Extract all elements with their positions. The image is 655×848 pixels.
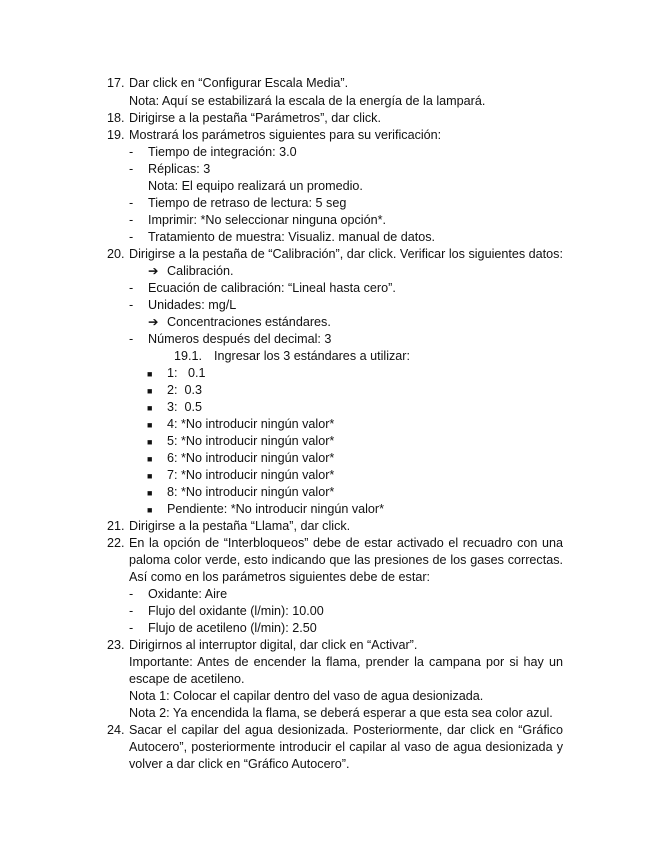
square-bullet-icon: ■ [147, 386, 153, 396]
item-number: 20. [107, 247, 125, 261]
item-number: 17. [107, 76, 125, 90]
dash-icon: - [129, 145, 134, 159]
arrow-right-icon: ➔ [148, 315, 159, 329]
square-bullet-icon: ■ [147, 488, 153, 498]
dash-icon: - [129, 332, 134, 346]
square-bullet-icon: ■ [147, 471, 153, 481]
item-text: Mostrará los parámetros siguientes para su verificación: [129, 128, 442, 142]
item-number: 22. [107, 536, 125, 550]
square-bullet-icon: ■ [147, 369, 153, 379]
item-number: 21. [107, 519, 125, 533]
square-bullet-icon: ■ [147, 403, 153, 413]
item-number: 18. [107, 111, 125, 125]
dash-icon: - [129, 604, 134, 618]
item-number: 23. [107, 638, 125, 652]
item-text: Dar click en “Configurar Escala Media”. [129, 76, 349, 90]
item-text: Dirigirse a la pestaña de “Calibración”, dar click. Verificar los siguientes datos: [129, 247, 563, 261]
dash-icon: - [129, 281, 134, 295]
dash-icon: - [129, 587, 134, 601]
item-number: 24. [107, 723, 125, 737]
square-bullet-icon: ■ [147, 437, 153, 447]
item-text: Dirigirse a la pestaña “Parámetros”, dar click. [129, 111, 381, 125]
dash-icon: - [129, 162, 134, 176]
item-text: Dirigirnos al interruptor digital, dar click en “Activar”. [129, 638, 418, 652]
item-text: Sacar el capilar del agua desionizada. Posteriormente, dar click en “Gráfico [129, 723, 563, 737]
dash-icon: - [129, 621, 134, 635]
item-number: 19. [107, 128, 125, 142]
dash-icon: - [129, 213, 134, 227]
item-text: En la opción de “Interbloqueos” debe de estar activado el recuadro con una [129, 536, 563, 550]
arrow-right-icon: ➔ [148, 264, 159, 278]
item-text: Dirigirse a la pestaña “Llama”, dar click. [129, 519, 351, 533]
square-bullet-icon: ■ [147, 420, 153, 430]
dash-icon: - [129, 230, 134, 244]
dash-icon: - [129, 196, 134, 210]
dash-icon: - [129, 298, 134, 312]
square-bullet-icon: ■ [147, 505, 153, 515]
square-bullet-icon: ■ [147, 454, 153, 464]
